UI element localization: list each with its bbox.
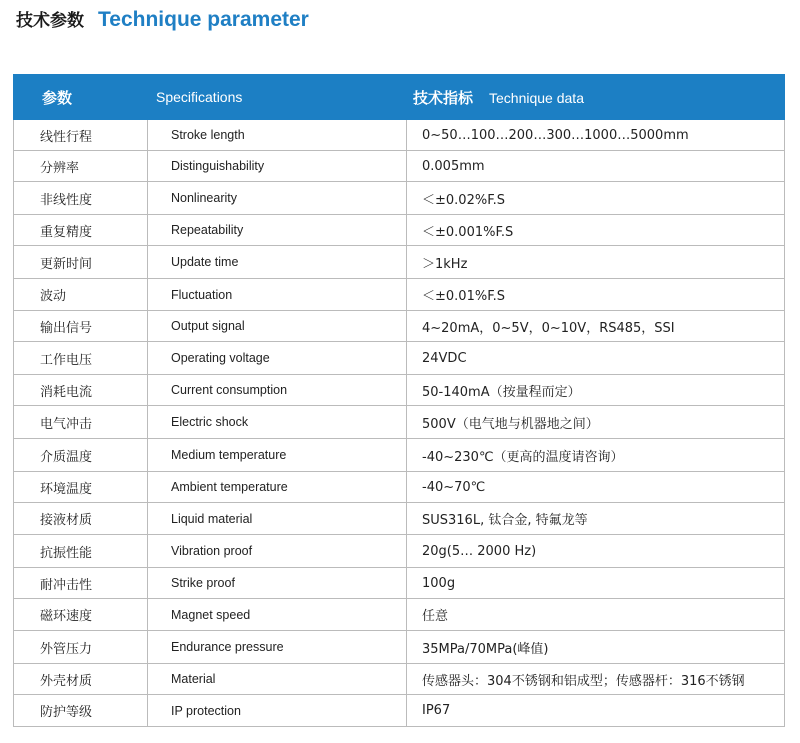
table-row xyxy=(14,568,785,599)
table-row xyxy=(14,664,785,695)
param-cn-cell: 消耗电流 xyxy=(14,375,148,406)
spec-table xyxy=(13,74,785,727)
param-value-cell: IP67 xyxy=(407,695,785,727)
table-row xyxy=(14,279,785,311)
param-value-cell: SUS316L, 钛合金, 特氟龙等 xyxy=(407,503,785,535)
param-value-cell: 0~50…100…200…300…1000…5000mm xyxy=(407,120,785,151)
table-row xyxy=(14,695,785,727)
param-en-cell: Vibration proof xyxy=(148,535,407,568)
param-en-cell: Electric shock xyxy=(148,406,407,439)
param-cn-cell: 非线性度 xyxy=(14,182,148,215)
table-row xyxy=(14,406,785,439)
param-cn-cell: 抗振性能 xyxy=(14,535,148,568)
param-cn-cell: 工作电压 xyxy=(14,342,148,375)
param-en-cell: Current consumption xyxy=(148,375,407,406)
param-value-cell: 0.005mm xyxy=(407,151,785,182)
param-cn-cell: 波动 xyxy=(14,279,148,311)
param-en-cell: Operating voltage xyxy=(148,342,407,375)
param-value-cell: 50-140mA（按量程而定） xyxy=(407,375,785,406)
table-row xyxy=(14,182,785,215)
param-cn-cell: 更新时间 xyxy=(14,246,148,279)
param-value-cell: ＜±0.02%F.S xyxy=(407,182,785,215)
page-title-en: Technique parameter xyxy=(98,8,309,31)
table-row xyxy=(14,375,785,406)
param-value-cell: 4~20mA，0~5V，0~10V，RS485，SSI xyxy=(407,311,785,342)
table-row xyxy=(14,120,785,151)
param-cn-cell: 耐冲击性 xyxy=(14,568,148,599)
table-row xyxy=(14,631,785,664)
param-en-cell: Material xyxy=(148,664,407,695)
param-en-cell: Endurance pressure xyxy=(148,631,407,664)
param-en-cell: Magnet speed xyxy=(148,599,407,631)
param-en-cell: Strike proof xyxy=(148,568,407,599)
param-value-cell: -40~230℃（更高的温度请咨询） xyxy=(407,439,785,472)
param-cn-cell: 防护等级 xyxy=(14,695,148,727)
page-title-cn: 技术参数 xyxy=(16,11,84,31)
table-row xyxy=(14,215,785,246)
param-cn-cell: 外壳材质 xyxy=(14,664,148,695)
table-row xyxy=(14,535,785,568)
param-value-cell: ＜±0.01%F.S xyxy=(407,279,785,311)
table-body xyxy=(14,120,785,727)
param-en-cell: Distinguishability xyxy=(148,151,407,182)
param-cn-cell: 电气冲击 xyxy=(14,406,148,439)
param-en-cell: Liquid material xyxy=(148,503,407,535)
param-en-cell: IP protection xyxy=(148,695,407,727)
param-value-cell: 35MPa/70MPa(峰值) xyxy=(407,631,785,664)
table-row xyxy=(14,599,785,631)
param-en-cell: Fluctuation xyxy=(148,279,407,311)
param-en-cell: Stroke length xyxy=(148,120,407,151)
param-value-cell: 100g xyxy=(407,568,785,599)
param-value-cell: 24VDC xyxy=(407,342,785,375)
header-specifications: Specifications xyxy=(148,75,407,120)
header-parameter: 参数 xyxy=(14,75,148,120)
param-en-cell: Repeatability xyxy=(148,215,407,246)
param-cn-cell: 输出信号 xyxy=(14,311,148,342)
param-value-cell: 20g(5… 2000 Hz) xyxy=(407,535,785,568)
param-en-cell: Ambient temperature xyxy=(148,472,407,503)
table-row xyxy=(14,342,785,375)
param-value-cell: 传感器头：304不锈钢和铝成型；传感器杆：316不锈钢 xyxy=(407,664,785,695)
param-cn-cell: 线性行程 xyxy=(14,120,148,151)
table-row xyxy=(14,503,785,535)
table-row xyxy=(14,311,785,342)
param-value-cell: 任意 xyxy=(407,599,785,631)
param-en-cell: Nonlinearity xyxy=(148,182,407,215)
param-cn-cell: 分辨率 xyxy=(14,151,148,182)
param-value-cell: 500V（电气地与机器地之间） xyxy=(407,406,785,439)
param-value-cell: ＜±0.001%F.S xyxy=(407,215,785,246)
table-row xyxy=(14,472,785,503)
table-row xyxy=(14,246,785,279)
param-en-cell: Output signal xyxy=(148,311,407,342)
table-row xyxy=(14,439,785,472)
header-technique-data: 技术指标 Technique data xyxy=(407,75,785,120)
param-value-cell: -40~70℃ xyxy=(407,472,785,503)
param-value-cell: ＞1kHz xyxy=(407,246,785,279)
param-cn-cell: 磁环速度 xyxy=(14,599,148,631)
param-cn-cell: 介质温度 xyxy=(14,439,148,472)
param-cn-cell: 外管压力 xyxy=(14,631,148,664)
param-cn-cell: 重复精度 xyxy=(14,215,148,246)
param-en-cell: Medium temperature xyxy=(148,439,407,472)
param-cn-cell: 环境温度 xyxy=(14,472,148,503)
table-header-row xyxy=(14,75,785,120)
param-cn-cell: 接液材质 xyxy=(14,503,148,535)
param-en-cell: Update time xyxy=(148,246,407,279)
page-title xyxy=(16,6,309,36)
table-row xyxy=(14,151,785,182)
